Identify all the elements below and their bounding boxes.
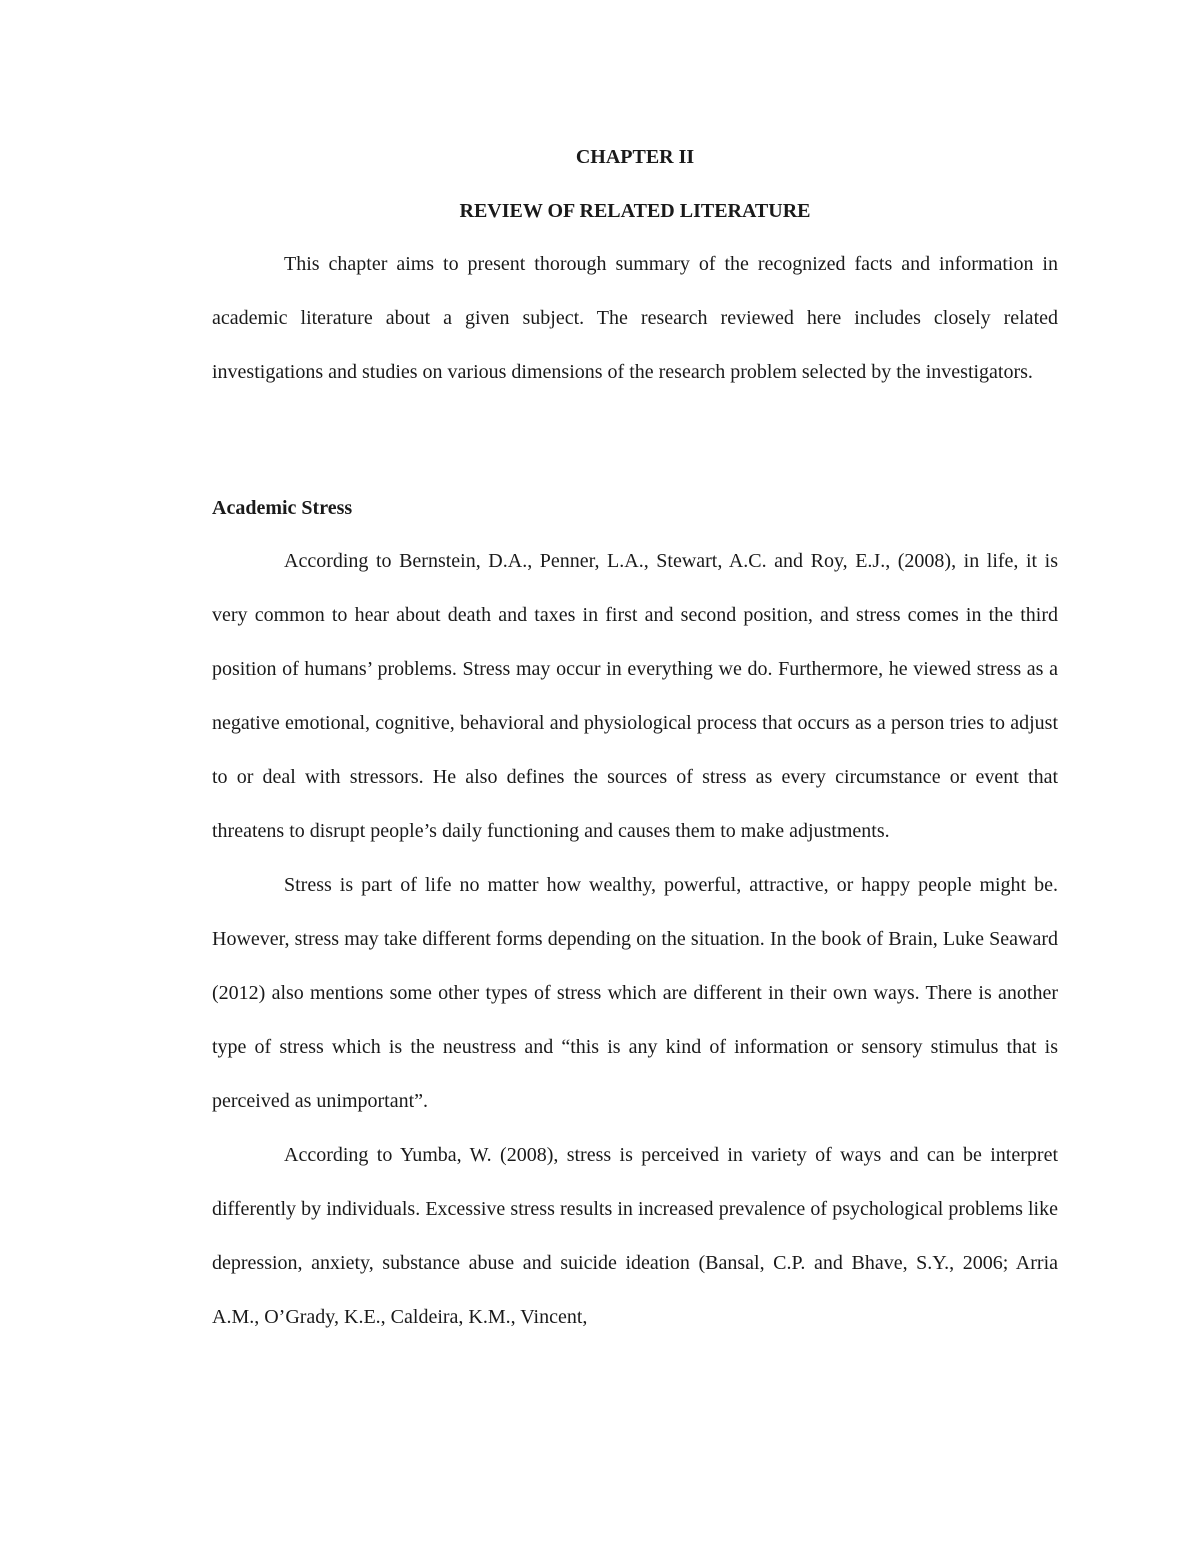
intro-section bbox=[212, 237, 1058, 399]
paragraph-1: According to Bernstein, D.A., Penner, L.A., Stewart, A.C. and Roy, E.J., (2008), in life, it is very common to hear about death and taxes in first and second position, and stress comes in the third position of humans’ problems. Stress may occur in everything we do. Furthermore, he viewed stress as a negative emotional, cognitive, behavioral and physiological process that occurs as a person tries to adjust to or deal with stressors. He also defines the sources of stress as every circumstance or event that threatens to disrupt people’s daily functioning and causes them to make adjustments. bbox=[212, 550, 1058, 842]
intro-paragraph: This chapter aims to present thorough summary of the recognized facts and information in academic literature about a given subject. The research reviewed here includes closely related investigations and studies on various dimensions of the research problem selected by the investigators. bbox=[212, 253, 1058, 383]
section-heading: Academic Stress bbox=[212, 497, 353, 519]
chapter-title: REVIEW OF RELATED LITERATURE bbox=[459, 200, 811, 222]
paragraph-3: According to Yumba, W. (2008), stress is perceived in variety of ways and can be interpret differently by individuals. Excessive stress results in increased prevalence of psychological problems like depression, anxiety, substance abuse and suicide ideation (Bansal, C.P. and Bhave, S.Y., 2006; Arria A.M., O’Grady, K.E., Caldeira, K.M., Vincent, bbox=[212, 1144, 1058, 1328]
chapter-number: CHAPTER II bbox=[575, 146, 695, 168]
paragraph-2: Stress is part of life no matter how wealthy, powerful, attractive, or happy people might be. However, stress may take different forms depending on the situation. In the book of Brain, Luke Seaward (2012) also mentions some other types of stress which are different in their own ways. There is another type of stress which is the neustress and “this is any kind of information or sensory stimulus that is perceived as unimportant”. bbox=[212, 874, 1058, 1112]
section-body bbox=[212, 534, 1058, 1344]
